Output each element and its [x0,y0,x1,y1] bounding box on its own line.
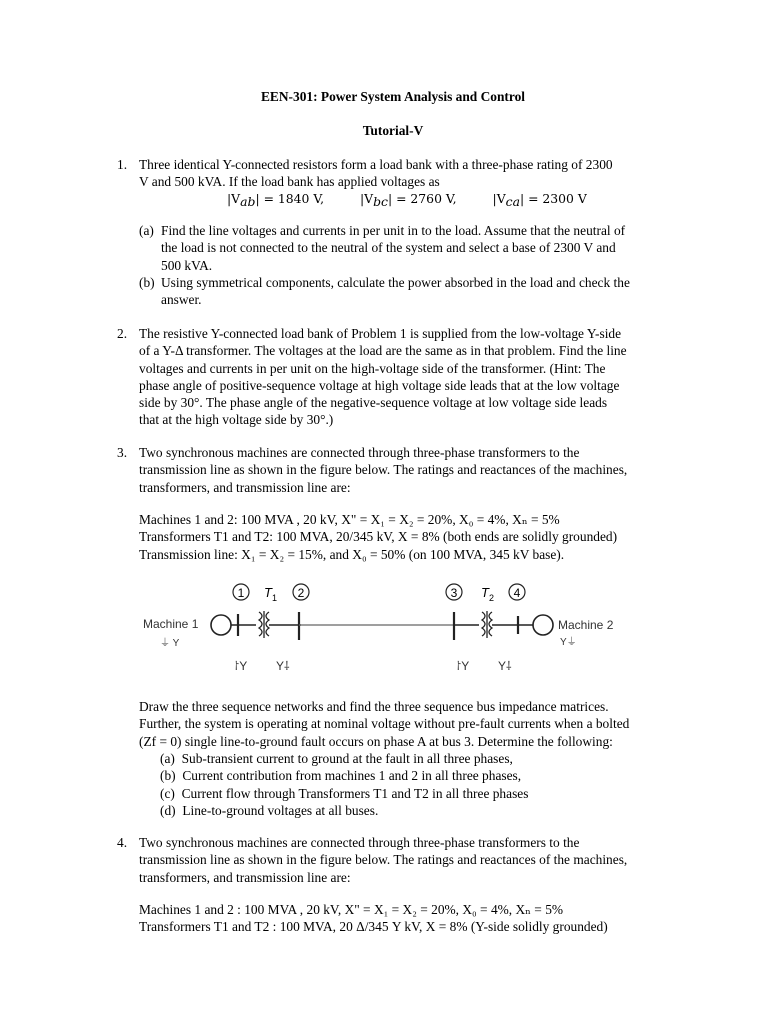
q3-item-d-text: Line-to-ground voltages at all buses. [182,802,379,818]
q3-item-a-text: Sub-transient current to ground at the fault in all three phases, [181,751,513,766]
transformer-t2 [482,611,492,638]
vca-prefix: |V [492,191,506,206]
vca-value: | = 2300 V [519,191,587,206]
q4-line2: transmission line as shown in the figure below. The ratings and reactances of the machines, [139,852,628,868]
machine-1-symbol [211,615,231,635]
t1-secondary-wye: Y⸸ [276,659,290,673]
q1-line1: Three identical Y-connected resistors form a load bank with a three-phase rating of 2300 [139,157,613,172]
q3-line1: Two synchronous machines are connected through three-phase transformers to the [139,445,580,460]
t1-primary-wye: ⸷Y [234,659,248,673]
vbc-prefix: |V [359,191,374,206]
t2-letter: T [481,585,489,600]
bus-3-label: 3 [450,586,458,600]
t2-secondary-wye: Y⸸ [498,659,512,673]
q1-line2: V and 500 kVA. If the load bank has applied voltages as [139,174,440,190]
q2-line2: of a Y-Δ transformer. The voltages at the load are the same as in that problem. Find the line [139,343,627,359]
t1-label [264,585,277,603]
vca-sub: ca [505,194,520,210]
q3-item-c [160,785,528,802]
machine-2-symbol [533,615,553,635]
bus-1-label: 1 [237,586,245,600]
t2-primary-wye: ⸷Y [456,659,470,673]
q1a-label: (a) [139,223,154,238]
q3-fault-text [139,698,654,750]
bus-3-marker [446,584,462,600]
q4-transformers: Transformers T1 and T2 : 100 MVA, 20 Δ/345 Y kV, X = 8% (Y-side solidly grounded) [139,919,608,935]
course-title: EEN-301: Power System Analysis and Control [261,89,525,104]
q1-number: 1. [117,157,128,172]
q3-line2: transmission line as shown in the figure below. The ratings and reactances of the machines, [139,462,628,478]
machine-2-label: Machine 2 [558,618,614,632]
q4-line1: Two synchronous machines are connected through three-phase transformers to the [139,835,580,850]
vbc-sub: bc [373,194,388,210]
q3-item-b-text: Current contribution from machines 1 and 2 in all three phases, [182,768,522,784]
q3-item-a-label: (a) [160,751,175,766]
bus-1-marker [233,584,249,600]
q3-line3: transformers, and transmission line are: [139,479,351,495]
bus-4-marker [509,584,525,600]
q2-text [139,325,652,429]
bus-2-label: 2 [297,586,305,600]
vab-prefix: |V [227,191,241,206]
q3-item-c-label: (c) [160,785,175,801]
vbc-value: | = 2760 V, [387,191,457,206]
q1a-line2: the load is not connected to the neutral of the system and select a base of 2300 V and [161,240,616,256]
q3-para-line3: (Zf = 0) single line-to-ground fault occurs on phase A at bus 3. Determine the following: [139,733,613,749]
q3-item-list [160,750,528,819]
machine-1-ground-symbol: ⏚ Y [160,638,180,649]
q4-line3: transformers, and transmission line are: [139,869,351,885]
q3-text [139,444,652,496]
q3-para-line2: Further, the system is operating at nominal voltage without pre-fault currents when a bolted [139,716,630,732]
q3-item-d-label: (d) [160,802,176,818]
q1a-line1: Find the line voltages and currents in per unit in to the load. Assume that the neutral of [161,223,626,238]
q3-item-a [160,750,528,767]
bus-4-label: 4 [513,586,521,600]
q3-number: 3. [117,445,128,460]
q2-line3: voltages and currents in per unit on the high-voltage side of the transformer. (Hint: The [139,360,606,376]
q3-transmission-line: Transmission line: X₁ = X₂ = 15%, and X₀ = 50% (on 100 MVA, 345 kV base). [139,546,565,562]
q3-transformers: Transformers T1 and T2: 100 MVA, 20/345 kV, X = 8% (both ends are solidly grounded) [139,529,618,545]
machine-1-label: Machine 1 [143,617,199,631]
bus-2-marker [293,584,309,600]
q3-item-c-text: Current flow through Transformers T1 and T2 in all three phases [181,785,529,801]
q1a-line3: 500 kVA. [161,257,213,273]
q3-item-b-label: (b) [160,768,176,784]
q3-ratings [139,511,659,563]
q4-text [139,834,652,886]
q3-para-line1: Draw the three sequence networks and find the three sequence bus impedance matrices. [139,699,609,714]
q2-number: 2. [117,326,128,341]
q4-number: 4. [117,835,128,850]
tutorial-title: Tutorial-V [362,123,424,138]
q2-line6: that at the high voltage side by 30°.) [139,412,334,428]
q3-machines: Machines 1 and 2: 100 MVA , 20 kV, X" = X₁ = X₂ = 20%, X₀ = 4%, Xₙ = 5% [139,512,560,527]
q2-line4: phase angle of positive-sequence voltage at high voltage side leads that at the low voltage [139,377,620,393]
transformer-t1 [259,611,269,638]
one-line-diagram [138,578,638,680]
t2-label [481,585,494,603]
vab-sub: ab [240,194,256,210]
vab-value: | = 1840 V, [255,191,325,206]
q2-line1: The resistive Y-connected load bank of Problem 1 is supplied from the low-voltage Y-side [139,326,622,341]
q1b-label: (b) [139,275,155,290]
t1-letter: T [264,585,272,600]
t1-sub: 1 [272,593,278,603]
t2-sub: 2 [489,593,495,603]
q4-machines: Machines 1 and 2 : 100 MVA , 20 kV, X" = X₁ = X₂ = 20%, X₀ = 4%, Xₙ = 5% [139,902,564,917]
q1b-line2: answer. [161,292,202,308]
q1-text [139,156,652,191]
q1b-text [161,274,652,309]
q1-voltages [227,190,587,210]
q4-ratings [139,901,659,936]
q1b-line1: Using symmetrical components, calculate the power absorbed in the load and check the [161,275,630,290]
q3-item-b [160,767,528,784]
q2-line5: side by 30°. The phase angle of the negative-sequence voltage at low voltage side leads [139,395,608,411]
q3-item-d [160,802,528,819]
q1a-text [161,222,652,274]
machine-2-ground-symbol: Y⏚ [560,637,577,648]
